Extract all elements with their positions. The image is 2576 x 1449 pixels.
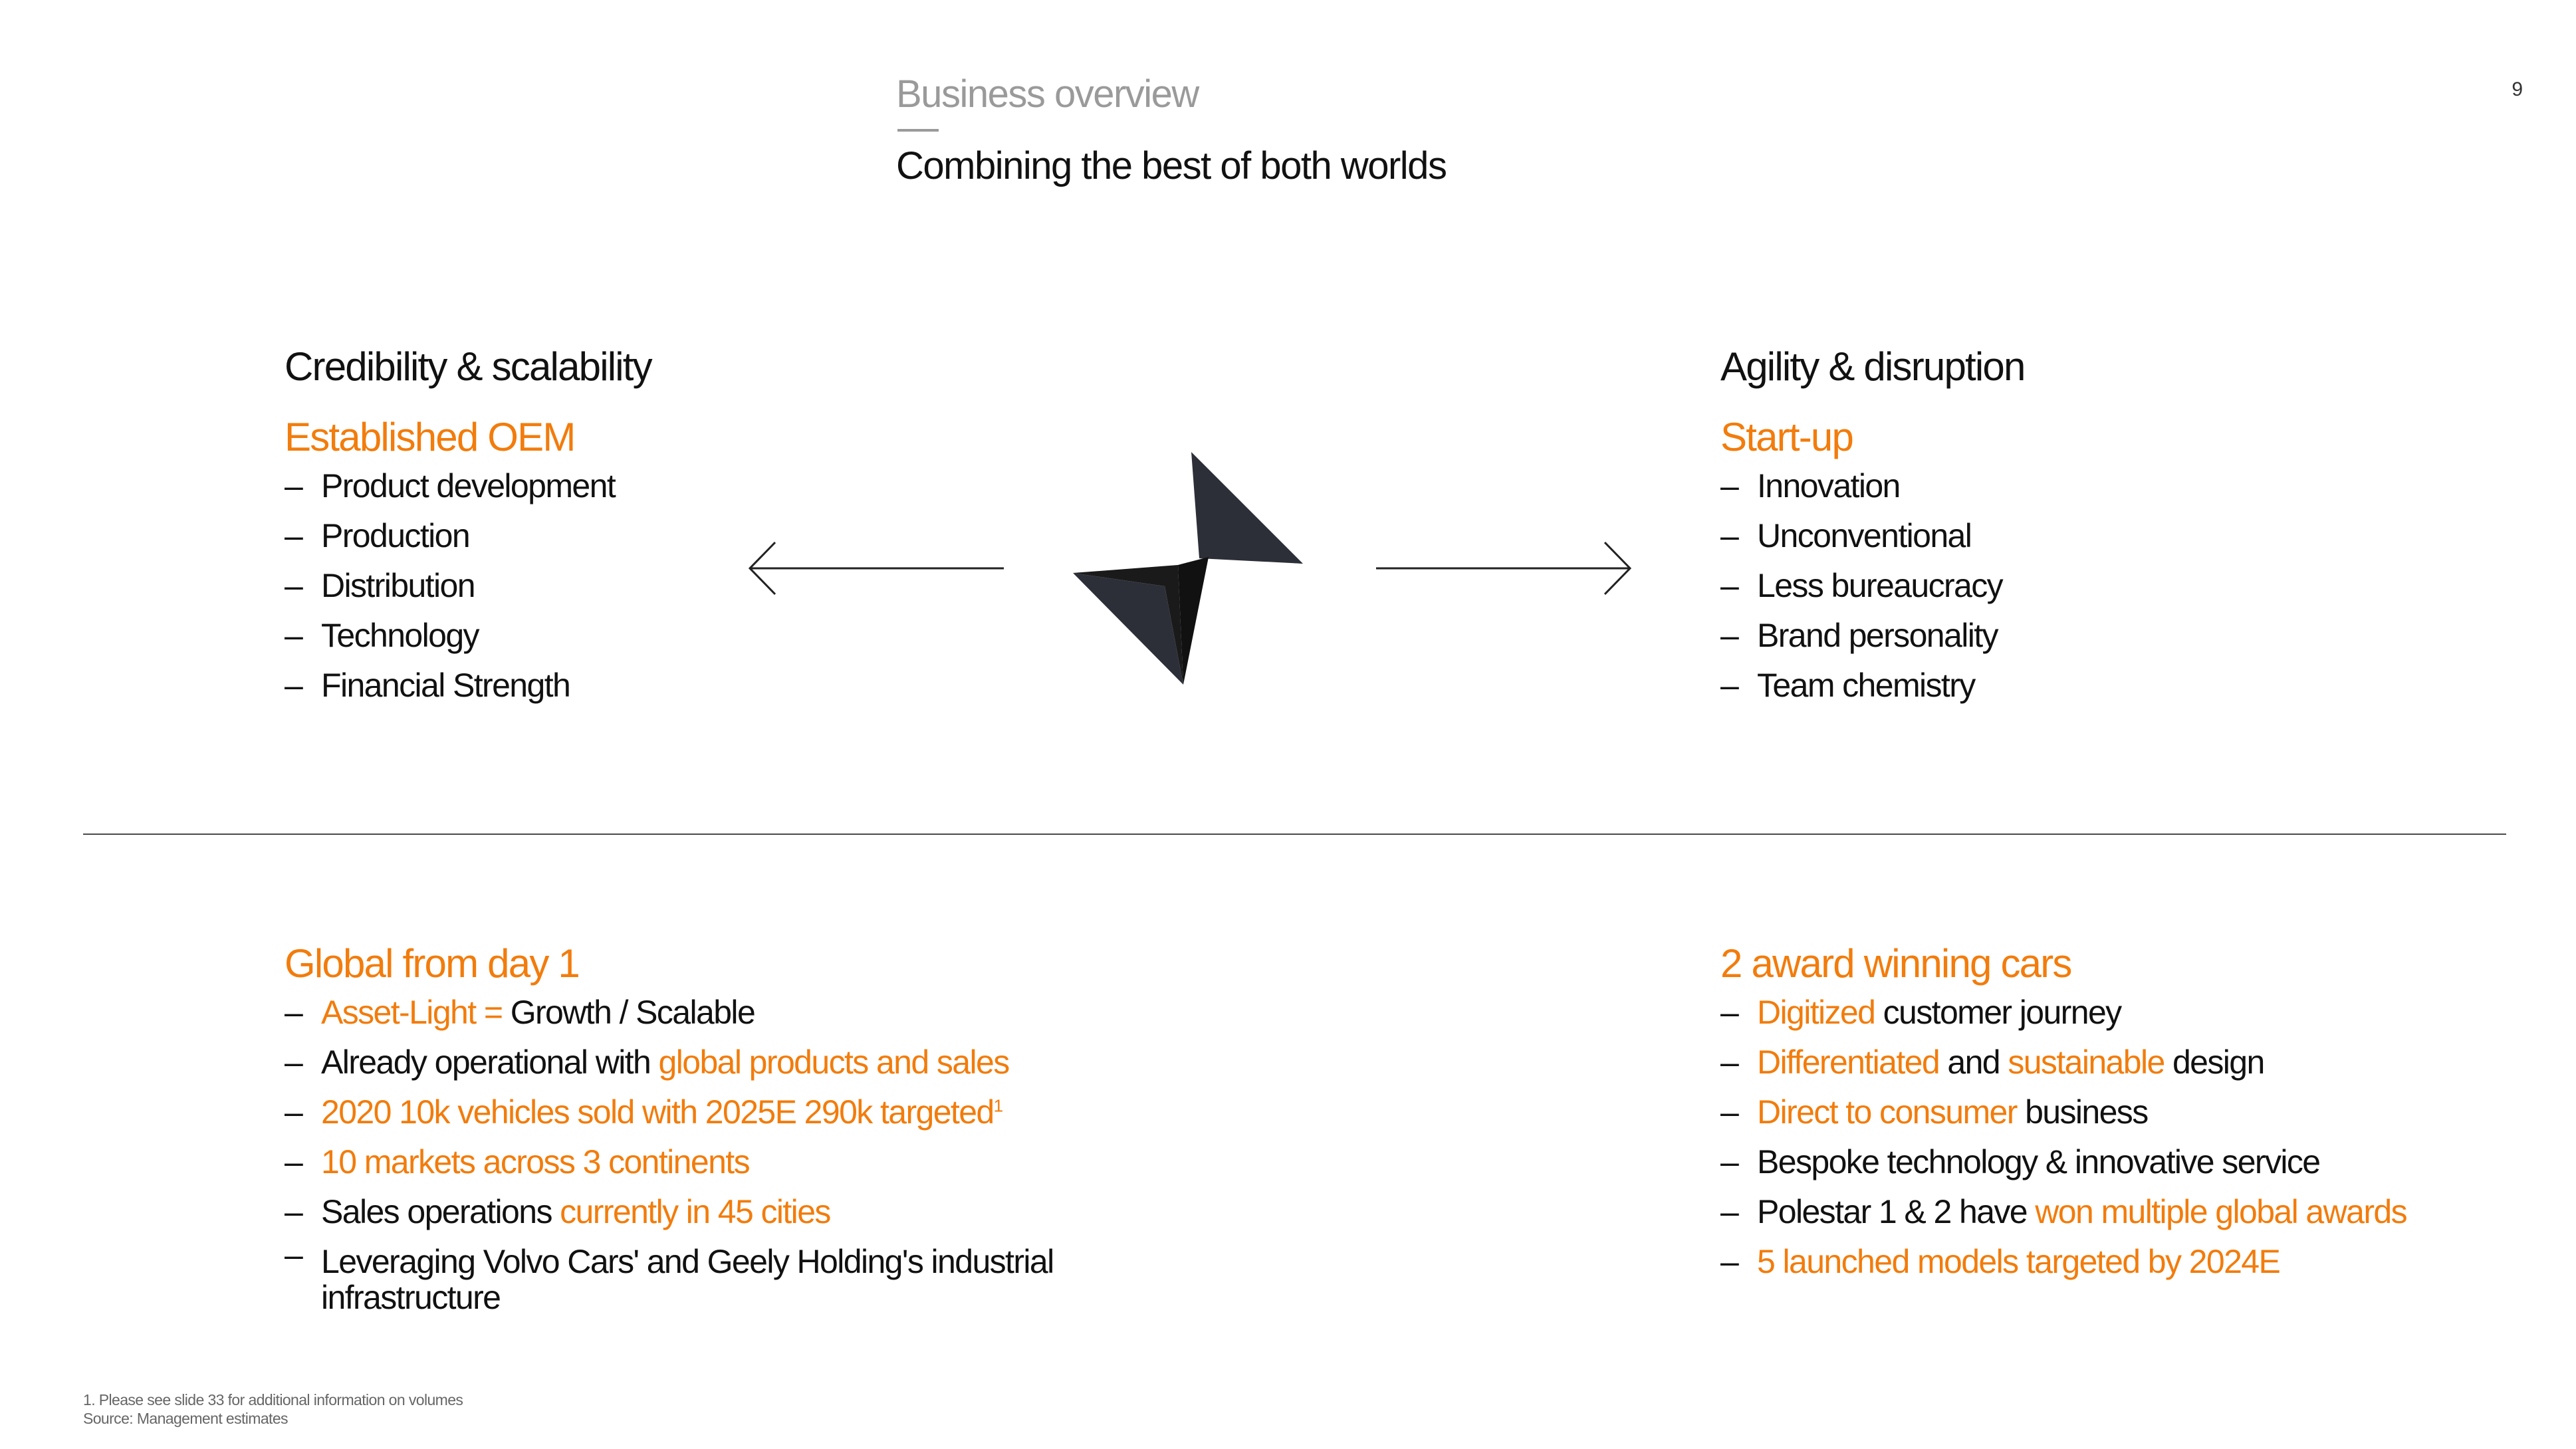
highlight-text: 10 markets across 3 continents: [321, 1143, 749, 1180]
footnote-volumes: 1. Please see slide 33 for additional information on volumes: [83, 1391, 463, 1408]
list-item: [1720, 1187, 2518, 1237]
list-item: [1720, 1087, 2518, 1137]
list-item: [1720, 661, 2576, 711]
bullet-dash: –: [285, 567, 302, 604]
list-item-text: Production: [321, 517, 470, 554]
center-graphic: [745, 439, 1649, 698]
page-number: 9: [2512, 78, 2523, 100]
list-item: [285, 1087, 1282, 1137]
award-block: [1720, 940, 2518, 1287]
bullet-dash: –: [1720, 567, 1738, 604]
bullet-dash: –: [1720, 667, 1738, 704]
bullet-dash: –: [1720, 1243, 1738, 1280]
bullet-dash: –: [1720, 1044, 1738, 1081]
footnote-source: Source: Management estimates: [83, 1410, 288, 1427]
bullet-dash: –: [285, 617, 302, 654]
bullet-dash: –: [1720, 517, 1738, 554]
list-item: [1720, 611, 2576, 661]
global-list: [285, 988, 1282, 1315]
section-divider: [897, 129, 939, 132]
bullet-dash: –: [1720, 994, 1738, 1031]
list-item: [285, 988, 1282, 1038]
list-item-text: customer journey: [1875, 994, 2121, 1031]
award-list: [1720, 988, 2518, 1287]
list-item-text: Sales operations: [321, 1193, 560, 1230]
highlight-text: Differentiated: [1757, 1044, 1940, 1081]
highlight-text: Direct to consumer: [1757, 1093, 2017, 1131]
list-item-text: Bespoke technology & innovative service: [1757, 1143, 2320, 1180]
highlight-text: 2020 10k vehicles sold with 2025E 290k targeted: [321, 1093, 994, 1131]
highlight-text: Asset-Light =: [321, 994, 511, 1031]
highlight-text: 5 launched models targeted by 2024E: [1757, 1243, 2280, 1280]
bullet-dash: –: [1720, 1093, 1738, 1131]
list-item: [285, 1187, 1282, 1237]
bullet-dash: –: [285, 467, 302, 504]
bullet-dash: –: [1720, 1143, 1738, 1180]
list-item-text: Leveraging Volvo Cars' and Geely Holding's industrial: [321, 1243, 1054, 1280]
list-item-text: Brand personality: [1757, 617, 1998, 654]
bullet-dash: –: [1720, 1193, 1738, 1230]
list-item: [285, 1137, 1282, 1187]
list-item-text: business: [2016, 1093, 2148, 1131]
list-item: [1720, 1237, 2518, 1287]
list-item-text: Innovation: [1757, 467, 1900, 504]
bullet-dash: –: [285, 994, 302, 1031]
list-item-text: Team chemistry: [1757, 667, 1975, 704]
bullet-dash: –: [285, 667, 302, 704]
horizontal-divider: [83, 834, 2506, 835]
section-label: Business overview: [896, 72, 1199, 116]
established-oem-subheading: Established OEM: [285, 415, 575, 459]
list-item-text: Product development: [321, 467, 616, 504]
list-item-text: Already operational with: [321, 1044, 659, 1081]
bullet-dash: –: [285, 517, 302, 554]
list-item-text: Polestar 1 & 2 have: [1757, 1193, 2036, 1230]
list-item: [1720, 561, 2576, 611]
startup-subheading: Start-up: [1720, 415, 1853, 459]
list-item-text: Growth / Scalable: [510, 994, 755, 1031]
bullet-dash: –: [285, 1093, 302, 1131]
bullet-dash: –: [1720, 467, 1738, 504]
bullet-dash: –: [1720, 617, 1738, 654]
polestar-star-icon: [1073, 452, 1303, 685]
arrow-left-icon: [750, 542, 1004, 594]
award-heading: 2 award winning cars: [1720, 941, 2071, 986]
bullet-dash: –: [285, 1044, 302, 1081]
list-item: [1720, 461, 2576, 511]
list-item-text: infrastructure: [321, 1279, 501, 1316]
list-item-text: Less bureaucracy: [1757, 567, 2003, 604]
startup-list: [1720, 461, 2576, 711]
highlight-text: Digitized: [1757, 994, 1875, 1031]
list-item: [1720, 988, 2518, 1038]
list-item-text: Financial Strength: [321, 667, 570, 704]
list-item: [285, 1237, 1282, 1315]
arrow-right-icon: [1376, 542, 1630, 594]
list-item: [1720, 1137, 2518, 1187]
agility-heading: Agility & disruption: [1720, 344, 2025, 389]
slide-title: Combining the best of both worlds: [896, 144, 1447, 187]
list-item: [1720, 1038, 2518, 1087]
footnotes: [83, 1391, 463, 1428]
list-item: [285, 1038, 1282, 1087]
agility-block: [1720, 343, 2576, 711]
highlight-text: global products and sales: [658, 1044, 1009, 1081]
list-item-text: Unconventional: [1757, 517, 1972, 554]
credibility-heading: Credibility & scalability: [285, 344, 651, 389]
list-item: [1720, 511, 2576, 561]
footnote-marker: 1: [993, 1095, 1002, 1116]
global-heading: Global from day 1: [285, 941, 579, 986]
global-block: [285, 940, 1282, 1315]
list-item-text: Distribution: [321, 567, 475, 604]
highlight-text: currently in 45 cities: [560, 1193, 830, 1230]
bullet-dash: –: [285, 1236, 302, 1274]
bullet-dash: –: [285, 1193, 302, 1230]
list-item-text: Technology: [321, 617, 479, 654]
highlight-text: won multiple global awards: [2035, 1193, 2406, 1230]
bullet-dash: –: [285, 1143, 302, 1180]
highlight-text: sustainable: [2008, 1044, 2165, 1081]
list-item-text: and: [1939, 1044, 2008, 1081]
list-item-text: design: [2164, 1044, 2264, 1081]
